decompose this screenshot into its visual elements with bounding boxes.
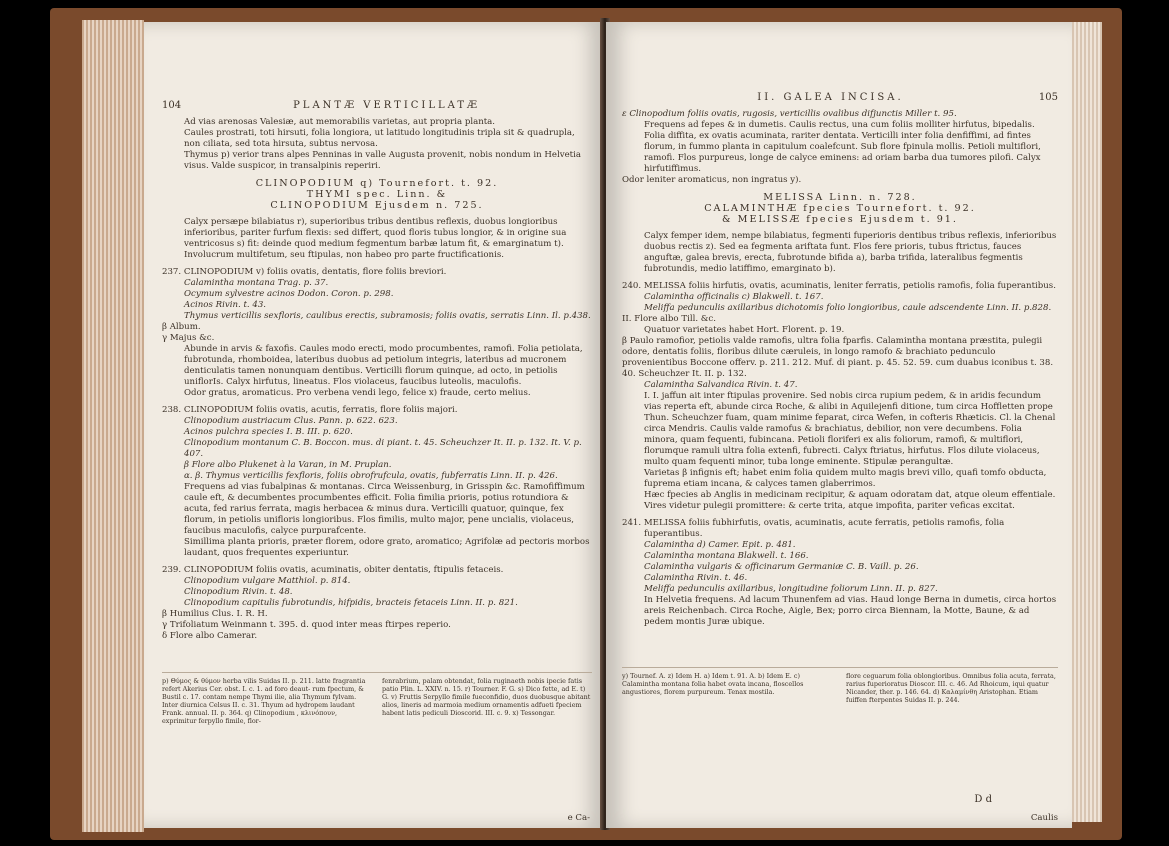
synonym: Calamintha vulgaris & officinarum Germaniæ C. B. Vaill. p. 26. <box>644 562 919 572</box>
genus-heading: & MELISSÆ fpecies Ejusdem t. 91. <box>722 214 958 225</box>
species-heading: 239. CLINOPODIUM foliis ovatis, acuminatis, obiter dentatis, ftipulis fetaceis. <box>162 565 504 575</box>
paragraph: Hæc fpecies ab Anglis in medicinam recipitur, & aquam odoratam dat, atque oleum effentiale. Vires videtur pulegii promittere: & certe trita, atque impofita, pariter veficas excitat. <box>644 490 1056 511</box>
footnotes <box>622 667 1058 704</box>
genus-description: Calyx femper idem, nempe bilabiatus, fegmenti fuperioris dentibus tribus reflexis, inferioribus duobus rectis z). Sed ea fegmenta ariftata funt. Flos fere prioris, tubus ftrictus, fauces anguftæ, galea brevis, erecta, fubrotunde bifida a), barba trifida, lateralibus fegmentis fubrotundis, medio latiffimo, emarginato b). <box>644 231 1057 274</box>
left-page <box>144 22 604 828</box>
variety: β Album. <box>162 322 201 332</box>
right-page <box>606 22 1072 828</box>
footnotes <box>162 672 592 725</box>
synonym: Clinopodium austriacum Clus. Pann. p. 622. 623. <box>184 416 398 426</box>
right-header <box>622 92 1058 103</box>
paragraph: Quatuor varietates habet Hort. Florent. p. 19. <box>644 325 845 335</box>
synonym: β Flore albo Plukenet à la Varan, in M. Pruplan. <box>184 460 392 470</box>
paragraph: In Helvetia frequens. Ad lacum Thunenfem ad vias. Haud longe Berna in dumetis, circa hortos areis Reichenbach. Circa Roche, Aigle, Bex; porro circa Biennam, la Motte, Baune, & ad pedem montis Juræ ubique. <box>644 595 1057 627</box>
variety: ε Clinopodium foliis ovatis, rugosis, verticillis ovalibus difjunctis Miller t. 95. <box>622 109 957 119</box>
synonym: Calamintha montana Blakwell. t. 166. <box>644 551 809 561</box>
species-heading: 240. MELISSA foliis hirfutis, ovatis, acuminatis, leniter ferratis, petiolis ramofis, folia fuperantibus. <box>622 281 1056 291</box>
synonym: Calamintha Salvandica Rivin. t. 47. <box>644 380 798 390</box>
synonym: Clinopodium montanum C. B. Boccon. mus. di piant. t. 45. Scheuchzer It. II. p. 132. It. V. p. 407. <box>184 438 582 459</box>
genus-heading: MELISSA Linn. n. 728. <box>763 192 917 203</box>
synonym: Ocymum sylvestre acinos Dodon. Coron. p. 298. <box>184 289 394 299</box>
paragraph: Varietas β infignis eft; habet enim folia quidem multo magis brevi villo, quafi tomfo obducta, fuprema etiam incana, & calyces tamen glaberrimos. <box>644 468 1047 489</box>
running-head: II. GALEA INCISA. <box>757 92 904 103</box>
species-heading: 238. CLINOPODIUM foliis ovatis, acutis, ferratis, flore foliis majori. <box>162 405 458 415</box>
genus-heading: CLINOPODIUM Ejusdem n. 725. <box>270 200 484 211</box>
paragraph: Thymus p) verior trans alpes Penninas in valle Augusta provenit, nobis nondum in Helvetia visus. Valde suspicor, in transalpinis reperiri. <box>184 150 582 171</box>
species-heading: 241. MELISSA foliis fubhirfutis, ovatis, acuminatis, acute ferratis, petiolis ramofis, folia fuperantibus. <box>622 518 1005 539</box>
catchword: e Ca- <box>567 813 590 823</box>
signature-mark: D d <box>974 794 992 805</box>
synonym: Calamintha d) Camer. Epit. p. 481. <box>644 540 796 550</box>
paragraph: Odor leniter aromaticus, non ingratus y). <box>622 175 802 185</box>
variety: γ Majus &c. <box>162 333 215 343</box>
synonym: Acinos Rivin. t. 43. <box>184 300 267 310</box>
paragraph: I. I. jaffun ait inter ftipulas provenire. Sed nobis circa rupium pedem, & in aridis fecundum vias reperta eft, abunde circa Roche, & alibi in Aquilejenfi ditione, tum circa Hoffletten prope Thun. Scheuchzer fuam, quam minime feparat, circa Wefen, in cofteris Rhæticis. Cl. la Chenal circa Mendris. Caulis valde ramofus & brachiatus, debilior, non vere decumbens. Folia minora, quam fequenti, fubincana. Petioli floriferi ex alis foliorum, ramofi, & multiflori, florumque ramuli ultra folia extenfi, fubrecti. Calyx ftriatus, hirfutus. Flos dilute violaceus, multo quam fequenti minor, tuba longe eminente. Stipulæ perangultæ. <box>644 391 1056 467</box>
variety: β Paulo ramofior, petiolis valde ramofis, ultra folia fparfis. Calamintha montana præstita, pulegii odore, dentatis foliis, floribus dilute cæruleis, in longo ramofo & brachiato pedunculo provenientibus Boccone offerv. p. 211. 212. Muf. di piant. p. 45. 52. 59. cum duabus iconibus t. 38. 40. Scheuchzer It. II. p. 132. <box>622 336 1054 379</box>
species-heading: 237. CLINOPODIUM v) foliis ovatis, dentatis, flore foliis breviori. <box>162 267 447 277</box>
synonym: Calamintha officinalis c) Blakwell. t. 167. <box>644 292 824 302</box>
running-head: PLANTÆ VERTICILLATÆ <box>293 100 481 111</box>
footnote-column: fenrabrium, palam obtendat, folia ruginaeth nobis ipecie fatis patio Plin. L. XXIV. n. 15. r) Tourner. F. G. s) Dico fette, ad E. t) G. v) Fruttis Serpyllo fimile fueconfidio, duos duobusque abitant alios, lineris ad marmoia medium ornamentis adfueti fpeciem habent latis pediculi Dioscorid. III. c. 9. x) Tessongar. <box>382 677 591 717</box>
synonym: Clinopodium capitulis fubrotundis, hifpidis, bracteis fetaceis Linn. II. p. 821. <box>184 598 518 608</box>
page-number: 104 <box>162 100 182 111</box>
catchword: Caulis <box>1030 813 1058 823</box>
variety: δ Flore albo Camerar. <box>162 631 258 641</box>
genus-heading: CLINOPODIUM q) Tournefort. t. 92. <box>255 178 499 189</box>
synonym: Meliffa pedunculis axillaribus, longitudine foliorum Linn. II. p. 827. <box>644 584 938 594</box>
synonym: Clinopodium Rivin. t. 48. <box>184 587 293 597</box>
synonym: Thymus verticillis sexfloris, caulibus erectis, subramosis; foliis ovatis, serratis Linn. Il. p.438. <box>184 311 591 321</box>
genus-heading: THYMI spec. Linn. & <box>306 189 448 200</box>
page-number: 105 <box>1038 92 1058 103</box>
synonym: α. β. Thymus verticillis fexfloris, foliis obrofrufcula, ovatis, fubferratis Linn. II. p. 426. <box>184 471 558 481</box>
variety: II. Flore albo Till. &c. <box>622 314 716 324</box>
paragraph: Abunde in arvis & faxofis. Caules modo erecti, modo procumbentes, ramofi. Folia petiolata, fubrotunda, rhomboidea, lateribus duobus ad petiolum integris, lateribus ad mucronem denticulatis tamen nonunquam dentibus. Verticilli florum quinque, ad octo, in petiolis uniflorIs. Calyx hirfutus, lineatus. Flos violaceus, faucibus luteolis, maculofis. <box>184 344 583 387</box>
genus-heading: CALAMINTHÆ fpecies Tournefort. t. 92. <box>704 203 976 214</box>
variety: β Humilius Clus. I. R. H. <box>162 609 268 619</box>
paragraph: Frequens ad vias fubalpinas & montanas. Circa Weissenburg, in Grisspin &c. Ramofiffimum caule eft, & decumbentes procumbentes efficit. Folia fimilia prioris, potius rotundiora & acuta, fed rarius ferrata, magis herbacea & minus dura. Verticilli quatuor, quinque, fex florum, in petiolis unifloris longioribus. Flos fimilis, multo major, pene uncialis, violaceus, faucibus maculofis, calyce purpurafcente. <box>184 482 585 536</box>
variety: γ Trifoliatum Weinmann t. 395. d. quod inter meas ftirpes reperio. <box>162 620 451 630</box>
paragraph: Odor gratus, aromaticus. Pro verbena vendi lego, felice x) fraude, certo melius. <box>184 388 531 398</box>
paragraph: Ad vias arenosas Valesiæ, aut memorabilis varietas, aut propria planta. <box>184 117 496 127</box>
page-edges-right <box>1072 22 1102 822</box>
footnote-column: flore ceguarum folia oblongioribus. Omnibus folia acuta, ferrata, rarius fuperioratus Dioscor. III. c. 46. Ad Rhoicum, iqui quatur Nicander, ther. p. 146. 64. d) Καλαμίνθη Aristophan. Etiam fuiffen fterpentes Suidas II. p. 244. <box>846 672 1056 704</box>
page-edges-left <box>82 20 144 832</box>
synonym: Calamintha montana Trag. p. 37. <box>184 278 329 288</box>
synonym: Acinos pulchra species I. B. III. p. 620. <box>184 427 353 437</box>
genus-description: Calyx persæpe bilabiatus r), superioribus tribus dentibus reflexis, duobus longioribus inferioribus, pariter furfum flexis: sed differt, quod floris tubus longior, & in origine sua ventricosus s) fit: deinde quod medium fegmentum barbæ latum fit, & emarginatum t). Involucrum multifetum, seu ftipulas, non habeo pro parte fructificationis. <box>184 217 567 260</box>
synonym: Calamintha Rivin. t. 46. <box>644 573 748 583</box>
left-header <box>162 100 592 111</box>
footnote-column: y) Tournef. A. z) Idem H. a) Idem t. 91. A. b) Idem E. c) Calamintha montana folia habet ovata incana, floscellos angustiores, florem purpureum. Tenax mostila. <box>622 672 804 696</box>
paragraph: Simillima planta prioris, præter florem, odore grato, aromatico; Agrifolæ ad pectoris morbos laudant, quos frequentes experiuntur. <box>184 537 590 558</box>
paragraph: Frequens ad fepes & in dumetis. Caulis rectus, una cum foliis molliter hirfutus, bipedalis. Folia diffita, ex ovatis acuminata, rariter dentata. Verticilli inter folia denfiffimi, ad fintes florum, in fummo planta in capitulum coalefcunt. Sub flore fpinula mollis. Petioli multiflori, ramofi. Flos purpureus, longe de calyce eminens: ad oriam barba dua tumores pilofi. Calyx hirfutiffimus. <box>644 120 1041 174</box>
synonym: Clinopodium vulgare Matthiol. p. 814. <box>184 576 351 586</box>
paragraph: Caules prostrati, toti hirsuti, folia longiora, ut latitudo longitudinis tripla sit & quadrupla, non ciliata, sed tota hirsuta, subtus nervosa. <box>184 128 575 149</box>
footnote-column: p) Θύμος & θύμον herba vilis Suidas II. p. 211. latte fragrantia refert Akerius Cer. obst. I. c. 1. ad foro deaut- rum fpectum, & Bustil c. 17. contam nempe Thymi ilie, alia Thymum fylvam. Inter diurnica Celsus II. c. 31. Thyum ad hydropem laudant Frank. annual. II. p. 364. q) Clinopodium , κλινόπουν, exprimitur ferpyllo fimile, flor- <box>162 677 366 725</box>
synonym: Meliffa pedunculis axillaribus dichotomis folio longioribus, caule adscendente Linn. II. p.828. <box>644 303 1052 313</box>
